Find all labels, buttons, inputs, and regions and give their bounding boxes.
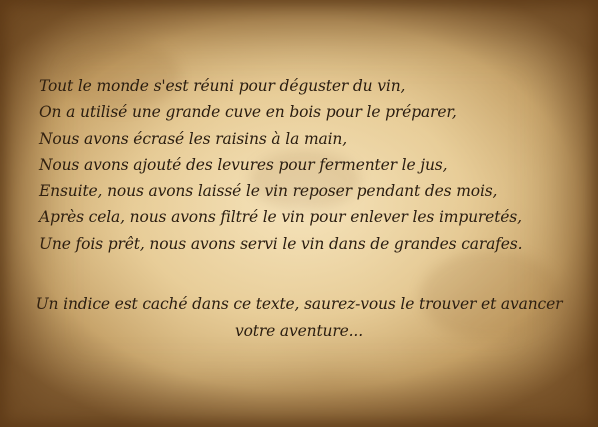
poem-line: Après cela, nous avons filtré le vin pour enlever les impuretés, (39, 208, 522, 227)
poem-line: Une fois prêt, nous avons servi le vin dans de grandes carafes. (39, 234, 523, 253)
hint-text: Un indice est caché dans ce texte, saurez-vous le trouver et avancer votre aventure... (35, 295, 563, 340)
poem-line: Nous avons ajouté des levures pour fermenter le jus, (39, 155, 448, 174)
poem-line: On a utilisé une grande cuve en bois pour le préparer, (39, 103, 457, 122)
riddle-poem (39, 73, 522, 257)
poem-line: Ensuite, nous avons laissé le vin reposer pendant des mois, (39, 182, 498, 201)
poem-line: Nous avons écrasé les raisins à la main, (39, 129, 348, 148)
poem-line: Tout le monde s'est réuni pour déguster du vin, (39, 77, 406, 95)
